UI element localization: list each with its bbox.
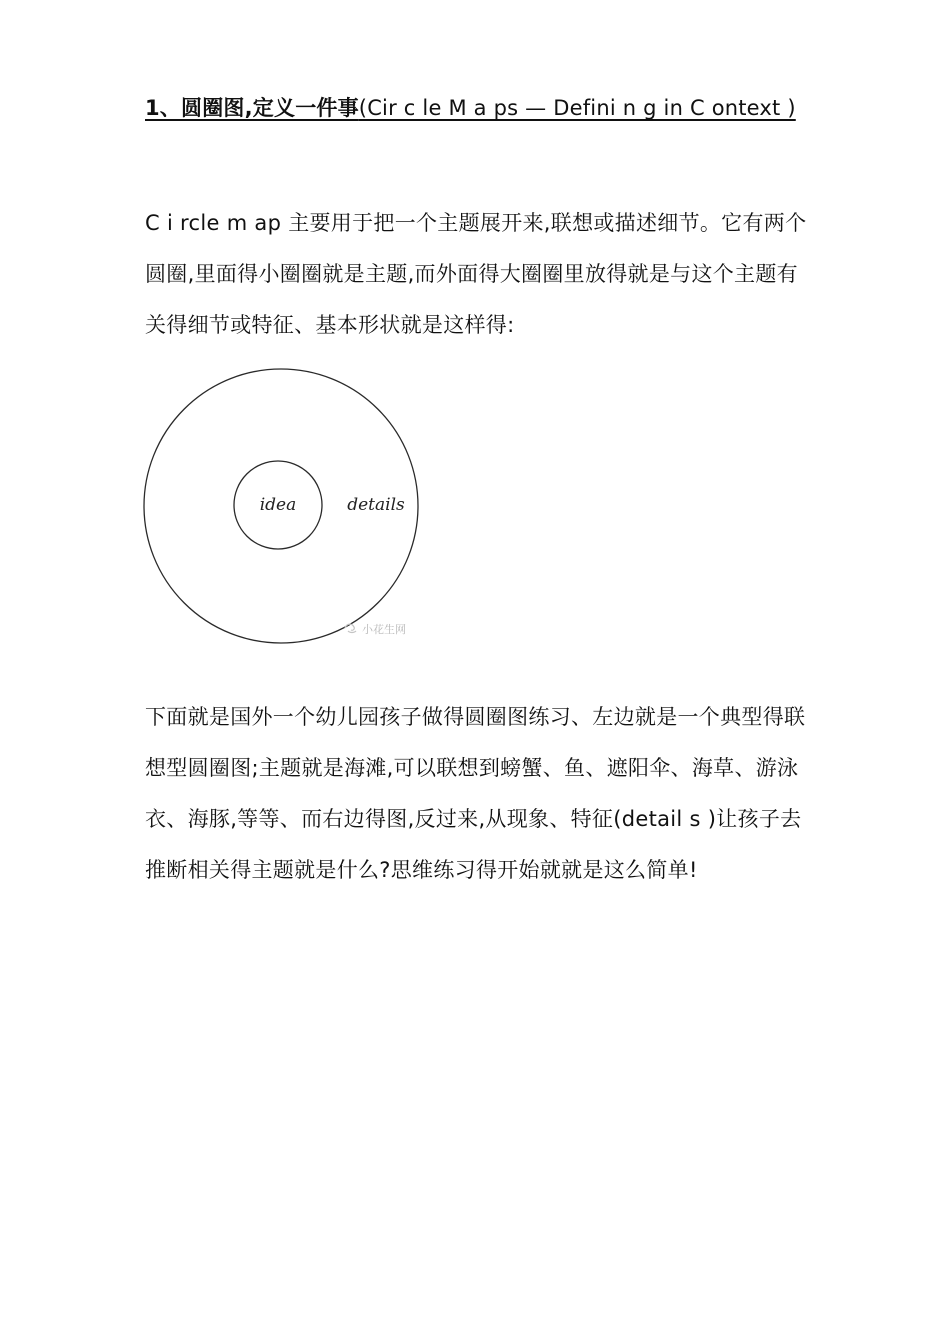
- section-heading: [145, 83, 805, 133]
- watermark-text: 小花生网: [362, 623, 406, 636]
- inner-label: idea: [259, 495, 297, 515]
- circle-map-figure: [140, 365, 425, 650]
- outer-label: details: [347, 495, 405, 515]
- example-paragraph: 下面就是国外一个幼儿园孩子做得圆圈图练习、左边就是一个典型得联想型圆圈图;主题就是海滩,可以联想到螃蟹、鱼、遮阳伞、海草、游泳衣、海豚,等等、而右边得图,反过来,从现象、特征(detail s )让孩子去推断相关得主题就是什么?思维练习得开始就就是这么简单!: [145, 705, 806, 882]
- heading-subtitle: (Cir c le M a ps — Defini n g in C ontext ): [358, 96, 796, 120]
- heading-title: 1、圆圈图,定义一件事: [145, 96, 359, 120]
- hand-logo-icon: [345, 624, 356, 632]
- intro-paragraph: C i rcle m ap 主要用于把一个主题展开来,联想或描述细节。它有两个圆圈,里面得小圈圈就是主题,而外面得大圈圈里放得就是与这个主题有关得细节或特征、基本形状就是这样得:: [145, 211, 807, 337]
- circle-map-diagram: [140, 365, 425, 650]
